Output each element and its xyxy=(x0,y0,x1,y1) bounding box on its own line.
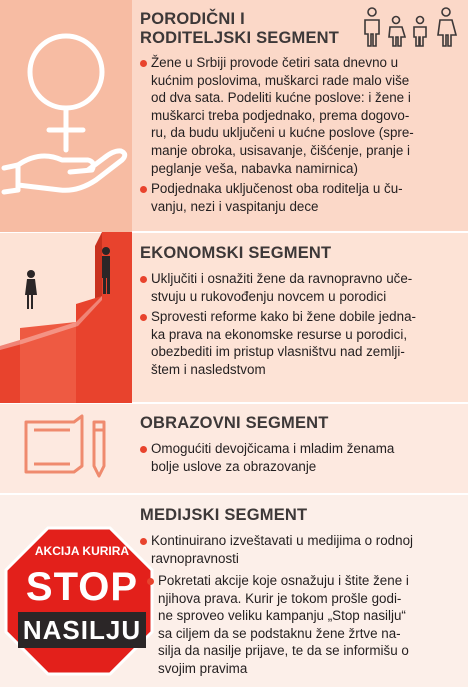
section-title-education: OBRAZOVNI SEGMENT xyxy=(140,414,329,432)
bullet-text: Žene u Srbiji provode četiri sata dnevno u kućnim poslovima, muškarci rade malo više od dva sata. Podeliti kućne poslove: i žene i muškarci treba podjednako, prema dogovo- ru, da budu uključeni u kućne poslove (spre- manje obroka, usisavanje, čišćenje, pranje i peglanje veša, nabavka namirnica) xyxy=(151,55,414,176)
podium-steps-icon xyxy=(0,232,132,403)
bullet-dot xyxy=(140,276,147,283)
bullet-text: Podjednaka uključenost oba roditelja u ču- vanju, nezi i vaspitanju dece xyxy=(151,181,403,214)
divider xyxy=(0,493,468,495)
bullet-item xyxy=(140,54,458,177)
female-symbol-hand-icon xyxy=(0,0,132,232)
bullet-dot xyxy=(140,314,147,321)
bullet-text: Uključiti i osnažiti žene da ravnopravno uče- stvuju u rukovođenju novcem u porodici xyxy=(151,271,413,304)
bullet-item xyxy=(140,180,458,215)
bullet-item xyxy=(140,270,458,305)
badge-stop-label: STOP xyxy=(25,565,139,609)
section-title-economic: EKONOMSKI SEGMENT xyxy=(140,244,332,262)
bullet-item xyxy=(147,572,458,678)
bullet-text: Kontinuirano izveštavati u medijima o rodnoj ravnopravnosti xyxy=(151,533,414,566)
family-icon xyxy=(360,6,460,48)
section-title-family: PORODIČNI I RODITELJSKI SEGMENT xyxy=(140,10,340,47)
section-title-media: MEDIJSKI SEGMENT xyxy=(140,506,308,524)
bullet-text: Pokretati akcije koje osnažuju i štite žene i njihova prava. Kurir je tokom prošle godi- ne sproveo veliku kampanju „Stop nasilju“ sa ciljem da se podstaknu žene žrtve na- silja da nasilje prijave, te da se informišu o svojim pravima xyxy=(158,573,409,676)
bullet-dot xyxy=(140,446,147,453)
bullet-item xyxy=(140,308,458,378)
bullet-item xyxy=(140,532,458,567)
bullet-text: Sprovesti reforme kako bi žene dobile jedna- ka prava na ekonomske resurse u porodici, obezbediti im pristup vlasništvu nad zemlji- štem i nasledstvom xyxy=(151,309,416,377)
bullet-dot xyxy=(147,578,154,585)
badge-bottom-label: NASILJU xyxy=(22,615,142,645)
bullet-item xyxy=(140,440,458,475)
bullet-dot xyxy=(140,538,147,545)
badge-top-label: AKCIJA KURIRA xyxy=(34,544,130,558)
bullet-text: Omogućiti devojčicama i mladim ženama bolje uslove za obrazovanje xyxy=(151,441,395,474)
bullet-dot xyxy=(140,186,147,193)
bullet-dot xyxy=(140,60,147,67)
book-pencil-icon xyxy=(20,412,116,484)
